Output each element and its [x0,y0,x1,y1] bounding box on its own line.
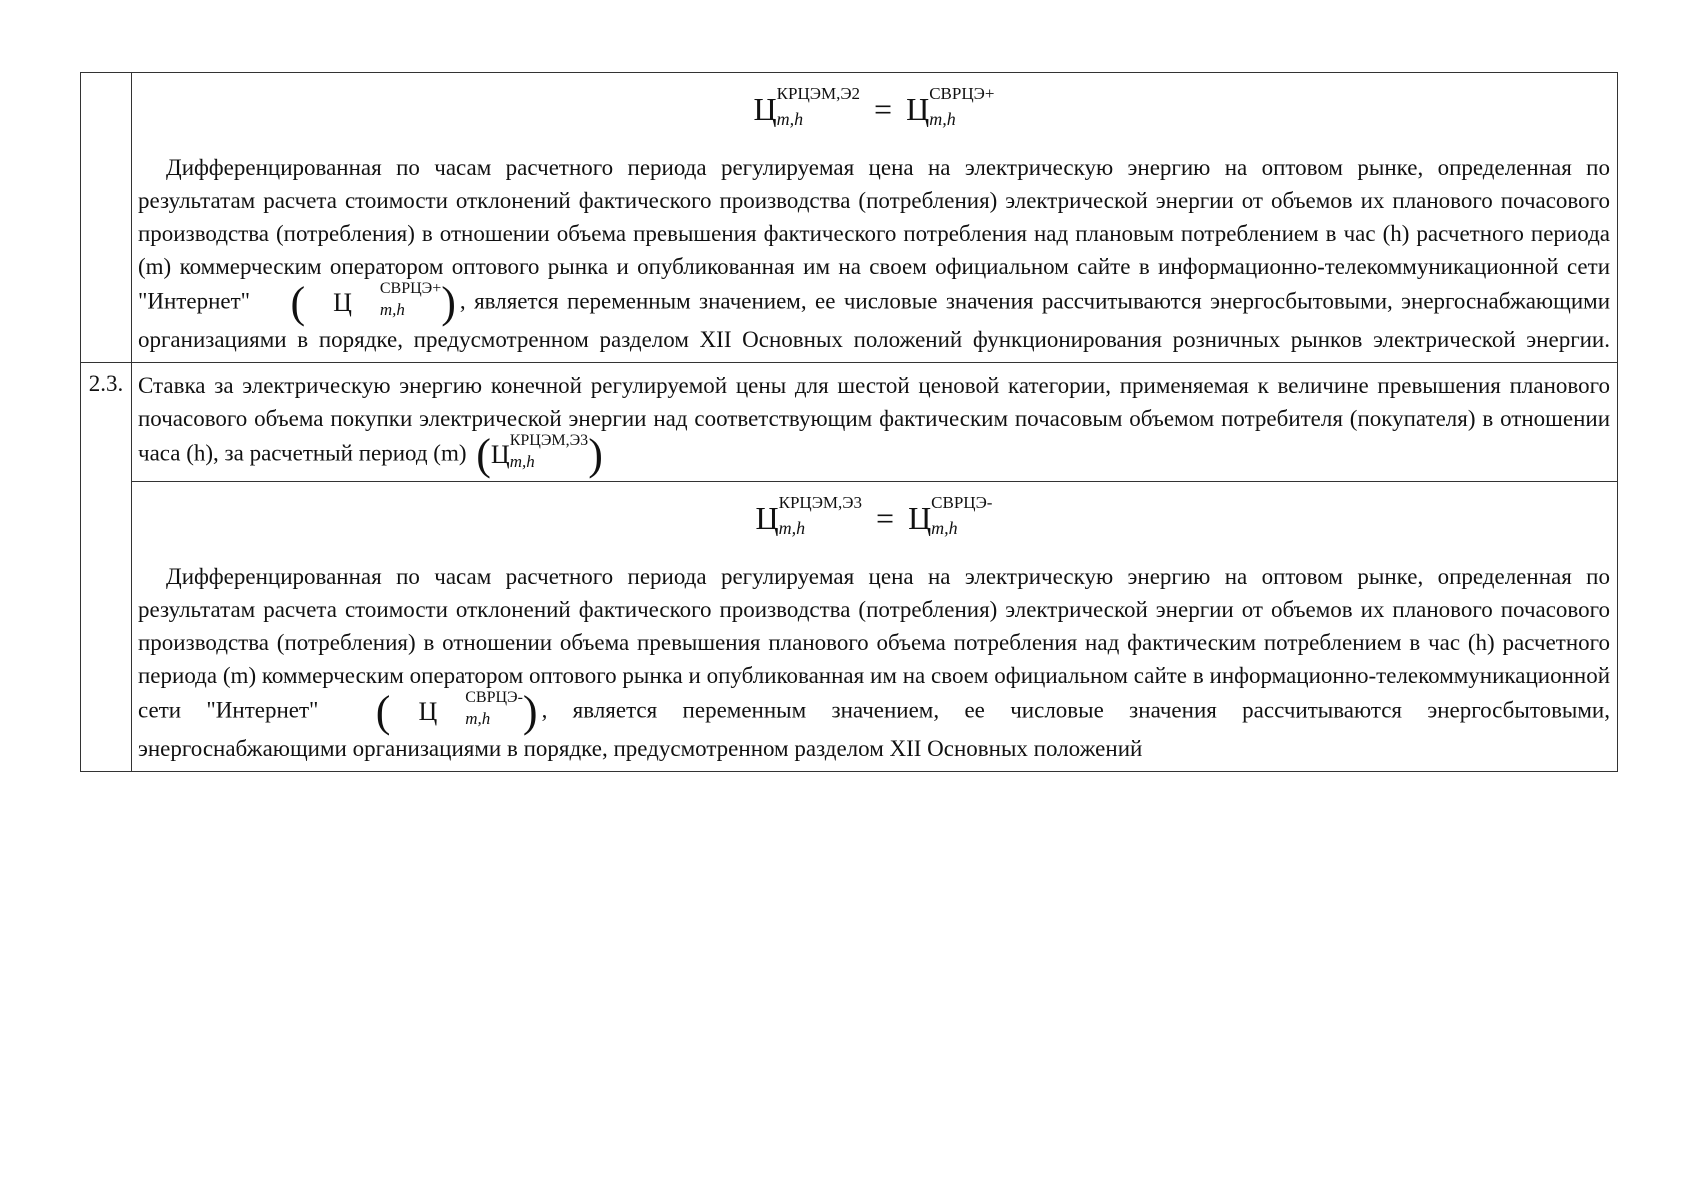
formula-superscript: СВРЦЭ+ [929,84,995,103]
formula-superscript: СВРЦЭ- [465,689,523,706]
description-text: Ставка за электрическую энергию конечной регулируемой цены для шестой ценовой категории, применяемая к величине превышения планового почасового объема покупки электрической энергии над соответствующим фактическим почасовым объемом потребителя (покупателя) в отношении часа (h), за расчетный период (m) [138,373,1610,466]
inline-formula: ( Ц СВРЦЭ+ m,h ) [290,278,456,327]
price-symbol: Ц [753,91,777,127]
table-row [81,363,1618,482]
formula-superscript: КРЦЭМ,Э3 [778,493,863,512]
price-symbol: Ц [908,500,932,536]
definition-paragraph [138,560,1610,765]
table-row [81,482,1618,772]
formula-subscript: m,h [931,518,958,538]
content-cell [132,73,1618,363]
table-row [81,73,1618,363]
formula-subscript: m,h [465,709,491,728]
price-symbol: Ц [418,697,438,726]
equals-sign: = [876,500,895,536]
equals-sign: = [874,91,893,127]
formula-e2 [138,79,1610,145]
formula-subscript: m,h [379,300,405,319]
formula-superscript: СВРЦЭ+ [379,280,442,297]
formula-scripts [931,493,993,538]
price-symbol: Ц [755,500,779,536]
formula-subscript: m,h [509,452,535,471]
price-symbol: Ц [490,440,510,469]
item-description [138,369,1610,479]
paragraph-tail: , является переменным значением, ее числовые значения рассчитываются энергосбытовыми, энергоснабжающими организациями в порядке, предусмотренном разделом XII Основных положений [138,697,1610,761]
price-symbol: Ц [906,91,930,127]
formula-subscript: m,h [776,109,804,129]
formula-e3 [138,488,1610,554]
formula-scripts [437,689,523,728]
formula-superscript: КРЦЭМ,Э3 [509,432,589,449]
formula-scripts [929,84,995,129]
inline-formula: (Ц КРЦЭМ,Э3 m,h ) [476,430,603,479]
price-symbol: Ц [333,288,352,317]
formula-subscript: m,h [929,109,956,129]
paragraph-tail: , является переменным значением, ее числовые значения рассчитываются энергосбытовыми, энергоснабжающими организациями в порядке, предусмотренном разделом XII Основных положений функционирования розничных рынков электрической энергии. [138,288,1610,352]
regulation-table [80,72,1618,772]
paragraph-text: Дифференцированная по часам расчетного периода регулируемая цена на электрическую энергию на оптовом рынке, определенная по результатам расчета стоимости отклонений фактического производства (потребления) электрической энергии от объемов их планового почасового производства (потребления) в отношении объема превышения планового объема потребления над фактическим потреблением в час (h) расчетного периода (m) коммерческим оператором оптового рынка и опубликованная им на своем официальном сайте в информационно-телекоммуникационной сети "Интернет" [138,564,1610,723]
row-number-cell [81,363,132,772]
formula-superscript: КРЦЭМ,Э2 [776,84,861,103]
formula-scripts [776,84,861,129]
content-cell [132,363,1618,482]
paragraph-text: Дифференцированная по часам расчетного периода регулируемая цена на электрическую энергию на оптовом рынке, определенная по результатам расчета стоимости отклонений фактического производства (потребления) электрической энергии от объемов их планового почасового производства (потребления) в отношении объема превышения фактического потребления над плановым потреблением в час (h) расчетного периода (m) коммерческим оператором оптового рынка и опубликованная им на своем официальном сайте в информационно-телекоммуникационной сети "Интернет" [138,155,1610,314]
inline-formula: ( Ц СВРЦЭ- m,h ) [375,687,538,736]
content-cell [132,482,1618,772]
formula-superscript: СВРЦЭ- [931,493,993,512]
formula-subscript: m,h [778,518,806,538]
row-number: 2.3. [88,371,124,396]
row-number-cell [81,73,132,363]
formula-scripts [352,280,442,319]
formula-scripts [778,493,863,538]
definition-paragraph [138,151,1610,356]
